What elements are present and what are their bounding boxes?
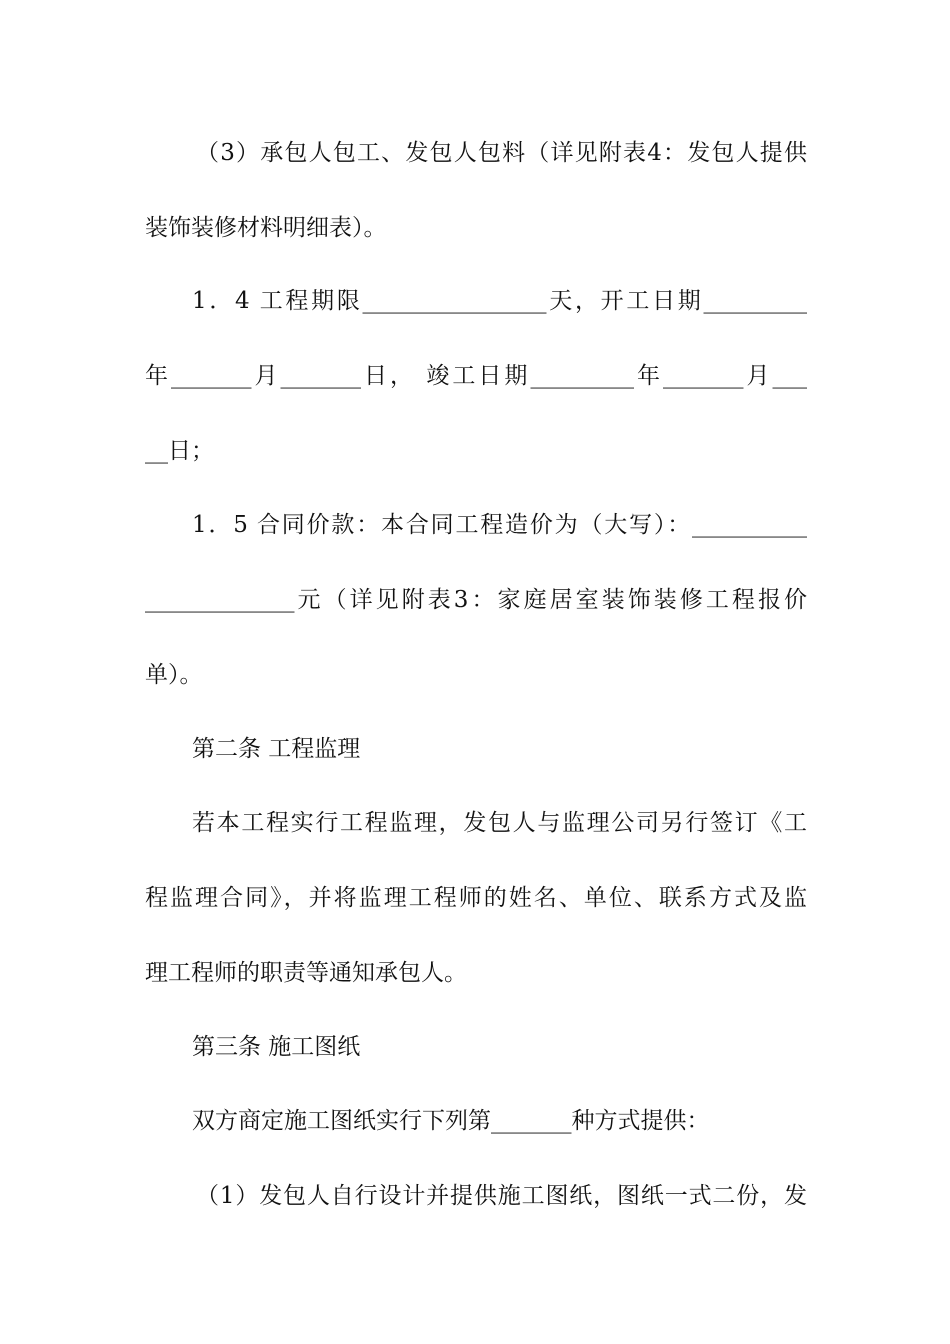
clause-1-4-line-2: 年_______月_______日， 竣工日期_________年_______月___: [145, 363, 807, 389]
article-2-body-line-3: 理工程师的职责等通知承包人。: [145, 960, 467, 986]
clause-1-5-line-1: 1．5 合同价款：本合同工程造价为（大写）：__________: [192, 512, 807, 538]
article-3-heading: 第三条 施工图纸: [192, 1034, 361, 1060]
clause-1-3-item-3-line-2: 装饰装修材料明细表）。: [145, 215, 387, 241]
article-2-heading: 第二条 工程监理: [192, 736, 361, 762]
article-2-body-line-1: 若本工程实行工程监理，发包人与监理公司另行签订《工: [192, 810, 807, 836]
clause-1-4-line-3: __日；: [145, 438, 214, 464]
clause-1-5-line-2: _____________元（详见附表3：家庭居室装饰装修工程报价: [145, 587, 807, 613]
clause-1-4-line-1: 1．4 工程期限________________天，开工日期_________: [192, 288, 807, 314]
clause-1-3-item-3-line-1: （3）承包人包工、发包人包料（详见附表4：发包人提供: [196, 140, 807, 166]
article-3-body-line-1: 双方商定施工图纸实行下列第_______种方式提供：: [192, 1108, 710, 1134]
article-3-item-1-line-1: （1）发包人自行设计并提供施工图纸，图纸一式二份，发: [196, 1183, 807, 1209]
clause-1-5-line-3: 单）。: [145, 662, 203, 688]
article-2-body-line-2: 程监理合同》，并将监理工程师的姓名、单位、联系方式及监: [145, 885, 807, 911]
